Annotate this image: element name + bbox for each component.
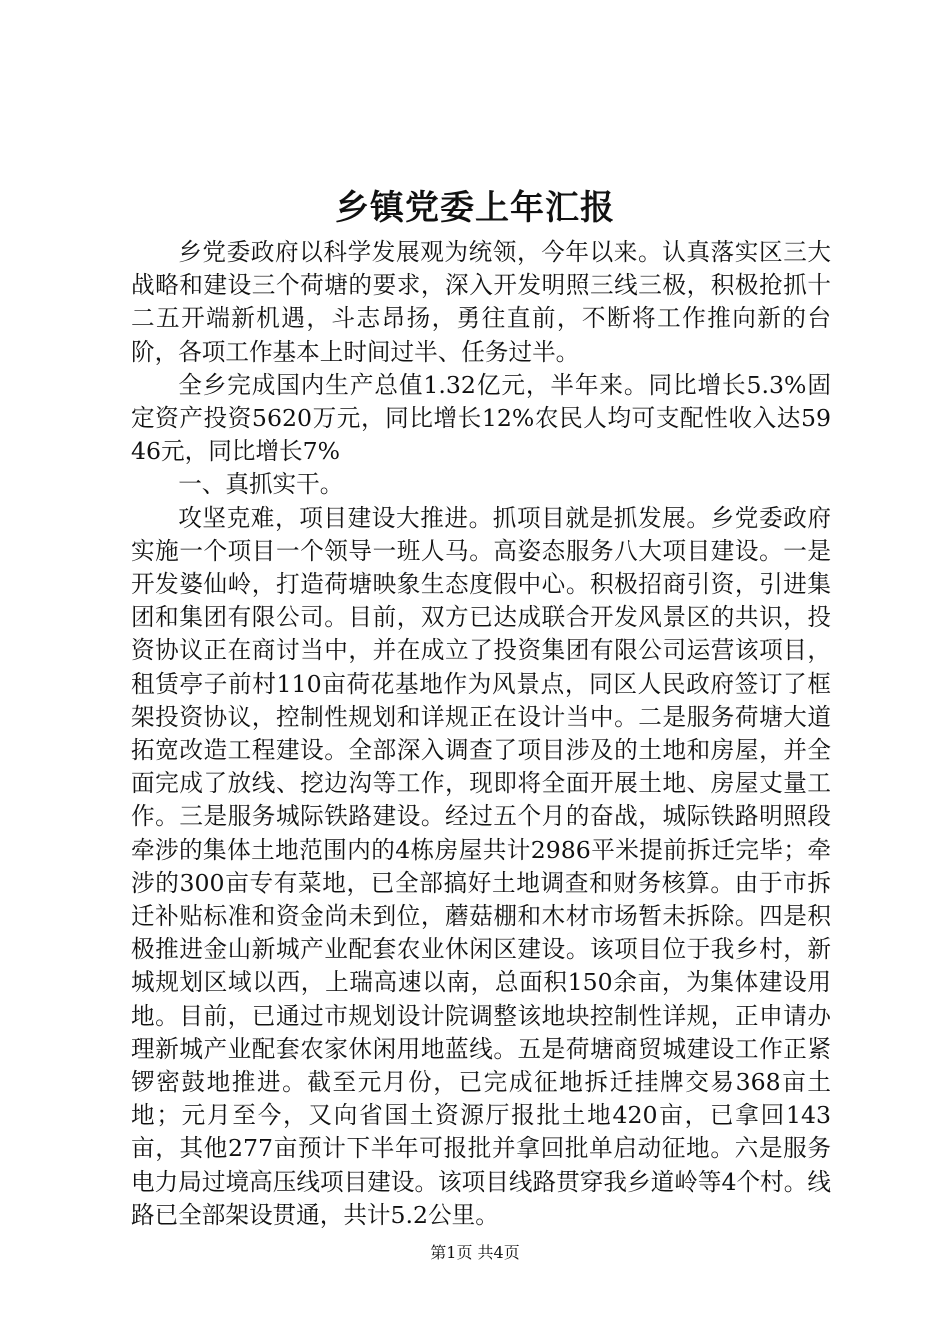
paragraph-projects: 攻坚克难，项目建设大推进。抓项目就是抓发展。乡党委政府实施一个项目一个领导一班人马。高姿态服务八大项目建设。一是开发婆仙岭，打造荷塘映象生态度假中心。积极招商引资，引进集团和集团有限公司。目前，双方已达成联合开发风景区的共识，投资协议正在商讨当中，并在成立了投资集团有限公司运营该项目，租赁亭子前村110亩荷花基地作为风景点，同区人民政府签订了框架投资协议，控制性规划和详规正在设计当中。二是服务荷塘大道拓宽改造工程建设。全部深入调查了项目涉及的土地和房屋，并全面完成了放线、挖边沟等工作，现即将全面开展土地、房屋丈量工作。三是服务城际铁路建设。经过五个月的奋战，城际铁路明照段牵涉的集体土地范围内的4栋房屋共计2986平米提前拆迁完毕；牵涉的300亩专有菜地，已全部搞好土地调查和财务核算。由于市拆迁补贴标准和资金尚未到位，蘑菇棚和木材市场暂未拆除。四是积极推进金山新城产业配套农业休闲区建设。该项目位于我乡村，新城规划区域以西，上瑞高速以南，总面积150余亩，为集体建设用地。目前，已通过市规划设计院调整该地块控制性详规，正申请办理新城产业配套农家休闲用地蓝线。五是荷塘商贸城建设工作正紧锣密鼓地推进。截至元月份，已完成征地拆迁挂牌交易368亩土地；元月至今，又向省国土资源厅报批土地420亩，已拿回143亩，其他277亩预计下半年可报批并拿回批单启动征地。六是服务电力局过境高压线项目建设。该项目线路贯穿我乡道岭等4个村。线路已全部架设贯通，共计5.2公里。 (131, 503, 831, 1229)
section-heading: 一、真抓实干。 (178, 470, 344, 499)
document-title: 乡镇党委上年汇报 (335, 188, 615, 228)
page-number-footer: 第1页 共4页 (430, 1243, 520, 1262)
paragraph-intro: 乡党委政府以科学发展观为统领，今年以来。认真落实区三大战略和建设三个荷塘的要求，深入开发明照三线三极，积极抢抓十二五开端新机遇，斗志昂扬，勇往直前，不断将工作推向新的台阶，各项工作基本上时间过半、任务过半。 (131, 238, 831, 366)
document-body (131, 236, 831, 1232)
paragraph-statistics: 全乡完成国内生产总值1.32亿元，半年来。同比增长5.3%固定资产投资5620万元，同比增长12%农民人均可支配性收入达5946元，同比增长7% (131, 370, 831, 466)
